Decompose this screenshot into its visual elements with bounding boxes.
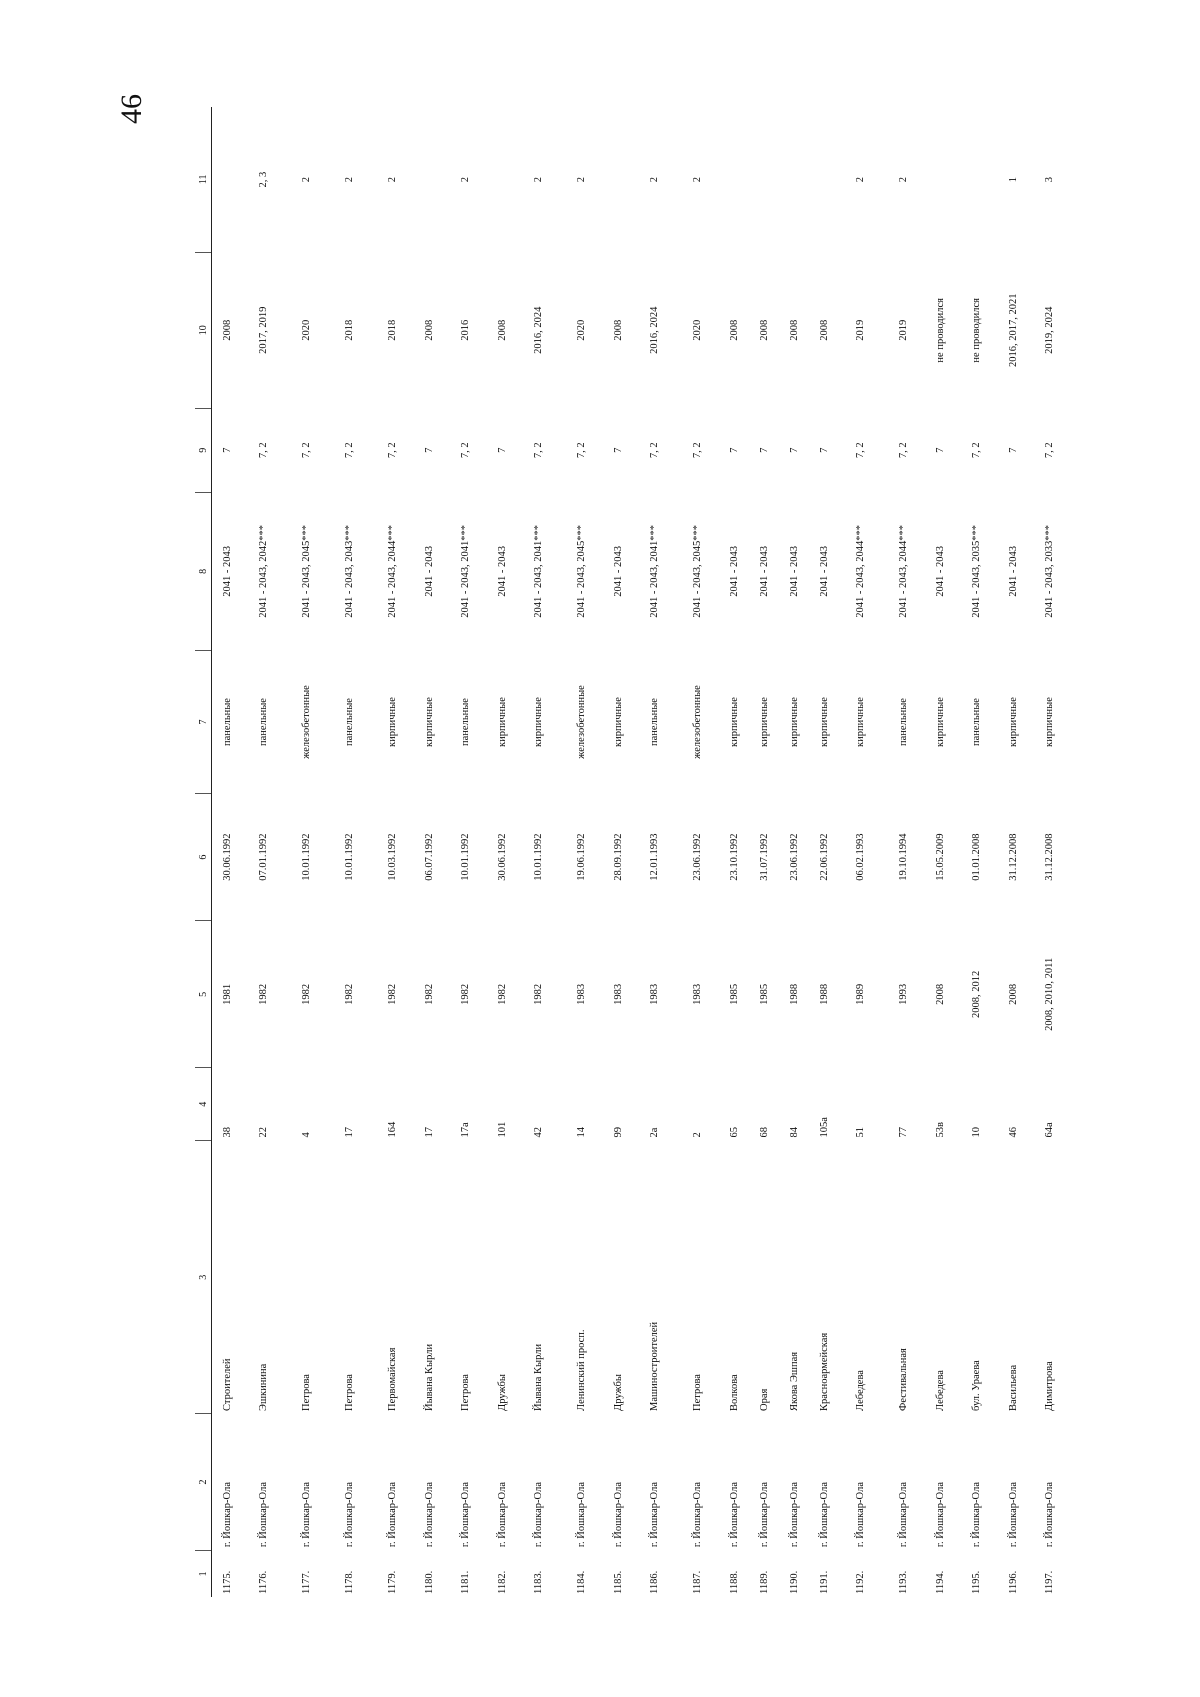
- cell-date: 23.06.1992: [788, 833, 800, 881]
- cell-date: 07.01.1992: [258, 833, 269, 881]
- cell-wall: панельные: [898, 698, 909, 746]
- cell-date: 30.06.1992: [496, 833, 508, 881]
- column-header-2: 2: [195, 1414, 212, 1550]
- cell-date: 31.12.2008: [1007, 833, 1019, 881]
- cell-num: 1181.: [460, 1570, 471, 1594]
- cell-note: [719, 107, 749, 252]
- cell-period: 2041 - 2043: [728, 545, 740, 597]
- cell-street: Дружбы: [496, 1374, 508, 1411]
- cell-street: Лебедева: [934, 1370, 946, 1411]
- cell-street: Якова Эшпая: [788, 1351, 800, 1411]
- cell-period: 2041 - 2043: [818, 545, 830, 597]
- page-number: 46: [115, 94, 148, 124]
- housing-table: [195, 107, 1071, 1597]
- cell-code: 7, 2: [344, 442, 355, 459]
- cell-note: 2: [387, 176, 398, 183]
- cell-built: 1982: [423, 983, 435, 1005]
- cell-street: Ленинский просп.: [576, 1329, 587, 1411]
- table-row: [676, 107, 719, 1597]
- cell-wall: кирпичные: [423, 697, 435, 747]
- cell-years: 2017, 2019: [258, 306, 269, 354]
- cell-house: 4: [301, 1132, 312, 1138]
- cell-years: 2008: [728, 319, 740, 341]
- cell-years: 2008: [423, 319, 435, 341]
- table-row: [603, 107, 633, 1597]
- cell-house: 53в: [934, 1122, 946, 1138]
- column-header-8: 8: [195, 492, 212, 650]
- cell-city: г. Йошкар-Ола: [649, 1482, 660, 1548]
- cell-street: Красноармейская: [818, 1332, 830, 1411]
- cell-period: 2041 - 2043, 2043***: [344, 524, 355, 618]
- cell-note: 2: [898, 176, 909, 183]
- cell-note: [809, 107, 839, 252]
- cell-period: 2041 - 2043, 2044***: [387, 524, 398, 618]
- table-row: [719, 107, 749, 1597]
- cell-num: 1179.: [387, 1570, 398, 1594]
- cell-house: 42: [533, 1127, 544, 1138]
- cell-note: 2: [855, 176, 866, 183]
- column-header-4: 4: [195, 1068, 212, 1141]
- cell-wall: железобетонные: [301, 685, 312, 759]
- cell-city: г. Йошкар-Ола: [728, 1482, 740, 1548]
- column-header-11: 11: [195, 107, 212, 252]
- table-row: [1028, 107, 1071, 1597]
- cell-note: 2: [301, 176, 312, 183]
- cell-street: Фестивальная: [898, 1348, 909, 1411]
- cell-built: 1985: [728, 983, 740, 1005]
- cell-code: 7, 2: [692, 442, 703, 459]
- cell-code: 7, 2: [649, 442, 660, 459]
- cell-period: 2041 - 2043: [1007, 545, 1019, 597]
- cell-note: [487, 107, 517, 252]
- cell-num: 1195.: [971, 1570, 982, 1594]
- cell-wall: кирпичные: [1044, 697, 1055, 747]
- cell-built: 2008, 2012: [971, 970, 982, 1018]
- cell-years: 2016: [460, 319, 471, 341]
- cell-years: 2019: [898, 319, 909, 341]
- cell-date: 23.10.1992: [728, 833, 740, 881]
- cell-street: Димитрова: [1044, 1361, 1055, 1411]
- cell-num: 1178.: [344, 1570, 355, 1594]
- cell-note: [955, 107, 998, 252]
- cell-street: Машиностроителей: [649, 1321, 660, 1411]
- cell-wall: железобетонные: [692, 685, 703, 759]
- cell-street: бул. Ураева: [971, 1360, 982, 1411]
- cell-num: 1196.: [1007, 1570, 1019, 1594]
- cell-period: 2041 - 2043: [423, 545, 435, 597]
- cell-street: Петрова: [460, 1374, 471, 1411]
- cell-note: 2: [533, 176, 544, 183]
- cell-num: 1175.: [221, 1570, 233, 1594]
- cell-built: 1988: [818, 983, 830, 1005]
- cell-period: 2041 - 2043, 2045***: [301, 524, 312, 618]
- cell-note: [779, 107, 809, 252]
- table-row: [882, 107, 925, 1597]
- cell-code: 7: [423, 447, 435, 453]
- cell-code: 7, 2: [258, 442, 269, 459]
- cell-built: 1983: [612, 983, 624, 1005]
- cell-period: 2041 - 2043, 2042***: [258, 524, 269, 618]
- cell-period: 2041 - 2043, 2045***: [692, 524, 703, 618]
- cell-city: г. Йошкар-Ола: [692, 1482, 703, 1548]
- table-row: [414, 107, 444, 1597]
- cell-city: г. Йошкар-Ола: [934, 1482, 946, 1548]
- cell-num: 1176.: [258, 1570, 269, 1594]
- cell-date: 31.07.1992: [758, 833, 770, 881]
- cell-street: Лебедева: [855, 1370, 866, 1411]
- cell-date: 31.12.2008: [1044, 833, 1055, 881]
- table-header-row: [195, 107, 212, 1597]
- cell-house: 101: [496, 1121, 508, 1138]
- cell-street: Строителей: [221, 1358, 233, 1411]
- cell-date: 10.01.1992: [301, 833, 312, 881]
- cell-code: 7: [818, 447, 830, 453]
- column-header-9: 9: [195, 408, 212, 492]
- cell-wall: панельные: [344, 698, 355, 746]
- cell-street: Йывана Кырли: [423, 1343, 435, 1411]
- cell-period: 2041 - 2043, 2041***: [460, 524, 471, 618]
- cell-note: 2, 3: [258, 171, 269, 188]
- cell-num: 1186.: [649, 1570, 660, 1594]
- cell-note: [749, 107, 779, 252]
- cell-street: Петрова: [301, 1374, 312, 1411]
- table-row: [444, 107, 487, 1597]
- column-header-3: 3: [195, 1141, 212, 1414]
- cell-city: г. Йошкар-Ола: [1044, 1482, 1055, 1548]
- cell-code: 7, 2: [301, 442, 312, 459]
- cell-code: 7: [934, 447, 946, 453]
- table-row: [633, 107, 676, 1597]
- cell-date: 10.03.1992: [387, 833, 398, 881]
- cell-period: 2041 - 2043: [788, 545, 800, 597]
- cell-wall: кирпичные: [728, 697, 740, 747]
- cell-note: 2: [649, 176, 660, 183]
- table-row: [212, 107, 243, 1597]
- cell-house: 14: [576, 1127, 587, 1138]
- cell-built: 2008: [1007, 983, 1019, 1005]
- cell-note: 2: [692, 176, 703, 183]
- cell-years: 2016, 2024: [649, 306, 660, 354]
- cell-city: г. Йошкар-Ола: [1007, 1482, 1019, 1548]
- cell-note: 1: [1007, 176, 1019, 183]
- cell-built: 1982: [533, 983, 544, 1005]
- cell-house: 22: [258, 1127, 269, 1138]
- cell-date: 28.09.1992: [612, 833, 624, 881]
- column-header-1: 1: [195, 1550, 212, 1597]
- cell-house: 17: [423, 1127, 435, 1138]
- cell-period: 2041 - 2043, 2041***: [533, 524, 544, 618]
- cell-date: 15.05.2009: [934, 833, 946, 881]
- cell-period: 2041 - 2043: [612, 545, 624, 597]
- cell-built: 1982: [258, 983, 269, 1005]
- cell-wall: кирпичные: [788, 697, 800, 747]
- cell-street: Эшкинина: [258, 1363, 269, 1411]
- cell-house: 164: [387, 1121, 398, 1138]
- cell-city: г. Йошкар-Ола: [576, 1482, 587, 1548]
- cell-city: г. Йошкар-Ола: [221, 1482, 233, 1548]
- cell-street: Первомайская: [387, 1347, 398, 1411]
- column-header-5: 5: [195, 921, 212, 1068]
- cell-code: 7, 2: [576, 442, 587, 459]
- cell-years: 2019, 2024: [1044, 306, 1055, 354]
- table-body: [212, 107, 1072, 1597]
- cell-note: 2: [576, 176, 587, 183]
- cell-code: 7, 2: [460, 442, 471, 459]
- column-header-10: 10: [195, 252, 212, 408]
- cell-city: г. Йошкар-Ола: [533, 1482, 544, 1548]
- table-row: [998, 107, 1028, 1597]
- cell-wall: панельные: [258, 698, 269, 746]
- cell-wall: панельные: [971, 698, 982, 746]
- cell-years: 2008: [221, 319, 233, 341]
- cell-years: 2018: [387, 319, 398, 341]
- cell-city: г. Йошкар-Ола: [387, 1482, 398, 1548]
- cell-date: 23.06.1992: [692, 833, 703, 881]
- cell-house: 65: [728, 1127, 740, 1138]
- cell-code: 7: [758, 447, 770, 453]
- cell-code: 7, 2: [1044, 442, 1055, 459]
- cell-date: 06.07.1992: [423, 833, 435, 881]
- cell-years: 2018: [344, 319, 355, 341]
- cell-num: 1190.: [788, 1570, 800, 1594]
- cell-period: 2041 - 2043, 2041***: [649, 524, 660, 618]
- cell-city: г. Йошкар-Ола: [758, 1482, 770, 1548]
- cell-years: 2008: [818, 319, 830, 341]
- cell-years: 2020: [576, 319, 587, 341]
- cell-date: 10.01.1992: [460, 833, 471, 881]
- cell-built: 1983: [692, 983, 703, 1005]
- cell-code: 7: [496, 447, 508, 453]
- cell-num: 1193.: [898, 1570, 909, 1594]
- cell-built: 1989: [855, 983, 866, 1005]
- cell-city: г. Йошкар-Ола: [898, 1482, 909, 1548]
- cell-years: 2008: [612, 319, 624, 341]
- cell-wall: железобетонные: [576, 685, 587, 759]
- cell-code: 7, 2: [855, 442, 866, 459]
- cell-period: 2041 - 2043: [934, 545, 946, 597]
- cell-house: 17а: [460, 1122, 471, 1138]
- cell-wall: панельные: [460, 698, 471, 746]
- cell-city: г. Йошкар-Ола: [301, 1482, 312, 1548]
- cell-built: 1983: [576, 983, 587, 1005]
- cell-num: 1194.: [934, 1570, 946, 1594]
- cell-built: 1983: [649, 983, 660, 1005]
- cell-street: Петрова: [344, 1374, 355, 1411]
- table-row: [749, 107, 779, 1597]
- cell-note: [212, 107, 243, 252]
- cell-period: 2041 - 2043, 2035***: [971, 524, 982, 618]
- cell-built: 2008, 2010, 2011: [1044, 957, 1055, 1031]
- cell-city: г. Йошкар-Ола: [788, 1482, 800, 1548]
- cell-num: 1182.: [496, 1570, 508, 1594]
- cell-num: 1180.: [423, 1570, 435, 1594]
- cell-wall: кирпичные: [496, 697, 508, 747]
- cell-house: 77: [898, 1127, 909, 1138]
- table-row: [839, 107, 882, 1597]
- cell-wall: кирпичные: [1007, 697, 1019, 747]
- cell-period: 2041 - 2043: [496, 545, 508, 597]
- cell-period: 2041 - 2043, 2045***: [576, 524, 587, 618]
- cell-city: г. Йошкар-Ола: [818, 1482, 830, 1548]
- cell-wall: кирпичные: [758, 697, 770, 747]
- cell-wall: кирпичные: [818, 697, 830, 747]
- cell-code: 7: [788, 447, 800, 453]
- cell-street: Дружбы: [612, 1374, 624, 1411]
- cell-period: 2041 - 2043, 2033***: [1044, 524, 1055, 618]
- cell-years: 2008: [788, 319, 800, 341]
- cell-street: Волкова: [728, 1374, 740, 1411]
- cell-date: 10.01.1992: [533, 833, 544, 881]
- cell-house: 84: [788, 1127, 800, 1138]
- cell-num: 1188.: [728, 1570, 740, 1594]
- cell-num: 1197.: [1044, 1570, 1055, 1594]
- column-header-7: 7: [195, 651, 212, 794]
- cell-city: г. Йошкар-Ола: [423, 1482, 435, 1548]
- cell-period: 2041 - 2043: [758, 545, 770, 597]
- cell-house: 17: [344, 1127, 355, 1138]
- table-row: [779, 107, 809, 1597]
- cell-city: г. Йошкар-Ола: [496, 1482, 508, 1548]
- cell-years: не проводился: [971, 298, 982, 363]
- cell-built: 2008: [934, 983, 946, 1005]
- cell-date: 30.06.1992: [221, 833, 233, 881]
- cell-city: г. Йошкар-Ола: [460, 1482, 471, 1548]
- cell-wall: кирпичные: [612, 697, 624, 747]
- cell-code: 7, 2: [533, 442, 544, 459]
- cell-date: 06.02.1993: [855, 833, 866, 881]
- table-row: [285, 107, 328, 1597]
- cell-years: 2008: [496, 319, 508, 341]
- cell-note: 3: [1044, 176, 1055, 183]
- cell-num: 1184.: [576, 1570, 587, 1594]
- cell-street: Орая: [758, 1388, 770, 1411]
- cell-num: 1191.: [818, 1570, 830, 1594]
- cell-house: 2а: [649, 1127, 660, 1138]
- cell-built: 1993: [898, 983, 909, 1005]
- cell-wall: панельные: [649, 698, 660, 746]
- cell-built: 1982: [496, 983, 508, 1005]
- cell-house: 68: [758, 1127, 770, 1138]
- table-row: [955, 107, 998, 1597]
- cell-num: 1183.: [533, 1570, 544, 1594]
- cell-built: 1982: [344, 983, 355, 1005]
- cell-num: 1185.: [612, 1570, 624, 1594]
- cell-house: 64а: [1044, 1122, 1055, 1138]
- cell-wall: кирпичные: [533, 697, 544, 747]
- cell-years: 2008: [758, 319, 770, 341]
- cell-date: 19.10.1994: [898, 833, 909, 881]
- cell-note: [414, 107, 444, 252]
- cell-years: 2016, 2024: [533, 306, 544, 354]
- table-row: [487, 107, 517, 1597]
- cell-built: 1982: [460, 983, 471, 1005]
- cell-wall: кирпичные: [855, 697, 866, 747]
- cell-built: 1982: [387, 983, 398, 1005]
- table-row: [371, 107, 414, 1597]
- cell-house: 2: [692, 1132, 703, 1138]
- cell-code: 7: [728, 447, 740, 453]
- cell-built: 1981: [221, 983, 233, 1005]
- cell-built: 1988: [788, 983, 800, 1005]
- cell-city: г. Йошкар-Ола: [855, 1482, 866, 1548]
- cell-num: 1177.: [301, 1570, 312, 1594]
- cell-period: 2041 - 2043, 2044***: [898, 524, 909, 618]
- cell-years: не проводился: [934, 298, 946, 363]
- cell-house: 51: [855, 1127, 866, 1138]
- cell-note: [603, 107, 633, 252]
- cell-house: 46: [1007, 1127, 1019, 1138]
- cell-city: г. Йошкар-Ола: [258, 1482, 269, 1548]
- cell-years: 2019: [855, 319, 866, 341]
- cell-wall: кирпичные: [387, 697, 398, 747]
- cell-code: 7: [612, 447, 624, 453]
- cell-built: 1982: [301, 983, 312, 1005]
- cell-city: г. Йошкар-Ола: [971, 1482, 982, 1548]
- cell-street: Петрова: [692, 1374, 703, 1411]
- cell-house: 105а: [818, 1117, 830, 1138]
- cell-years: 2016, 2017, 2021: [1007, 293, 1019, 368]
- table-row: [242, 107, 285, 1597]
- cell-note: [925, 107, 955, 252]
- cell-date: 10.01.1992: [344, 833, 355, 881]
- cell-date: 19.06.1992: [576, 833, 587, 881]
- cell-street: Васильева: [1007, 1364, 1019, 1411]
- cell-num: 1187.: [692, 1570, 703, 1594]
- cell-code: 7, 2: [898, 442, 909, 459]
- cell-date: 22.06.1992: [818, 833, 830, 881]
- table-row: [328, 107, 371, 1597]
- cell-wall: панельные: [221, 698, 233, 746]
- cell-date: 12.01.1993: [649, 833, 660, 881]
- cell-num: 1192.: [855, 1570, 866, 1594]
- cell-house: 38: [221, 1127, 233, 1138]
- cell-period: 2041 - 2043, 2044***: [855, 524, 866, 618]
- cell-years: 2020: [301, 319, 312, 341]
- cell-city: г. Йошкар-Ола: [612, 1482, 624, 1548]
- cell-built: 1985: [758, 983, 770, 1005]
- cell-city: г. Йошкар-Ола: [344, 1482, 355, 1548]
- cell-street: Йывана Кырли: [533, 1343, 544, 1411]
- cell-code: 7, 2: [971, 442, 982, 459]
- table-row: [560, 107, 603, 1597]
- cell-note: 2: [344, 176, 355, 183]
- cell-code: 7, 2: [387, 442, 398, 459]
- cell-period: 2041 - 2043: [221, 545, 233, 597]
- cell-house: 10: [971, 1127, 982, 1138]
- cell-wall: кирпичные: [934, 697, 946, 747]
- cell-note: 2: [460, 176, 471, 183]
- table-row: [809, 107, 839, 1597]
- cell-code: 7: [221, 447, 233, 453]
- cell-num: 1189.: [758, 1570, 770, 1594]
- cell-years: 2020: [692, 319, 703, 341]
- table-row: [925, 107, 955, 1597]
- cell-date: 01.01.2008: [971, 833, 982, 881]
- cell-code: 7: [1007, 447, 1019, 453]
- cell-house: 99: [612, 1127, 624, 1138]
- rotated-table-container: [195, 107, 1055, 1597]
- table-row: [517, 107, 560, 1597]
- column-header-6: 6: [195, 793, 212, 920]
